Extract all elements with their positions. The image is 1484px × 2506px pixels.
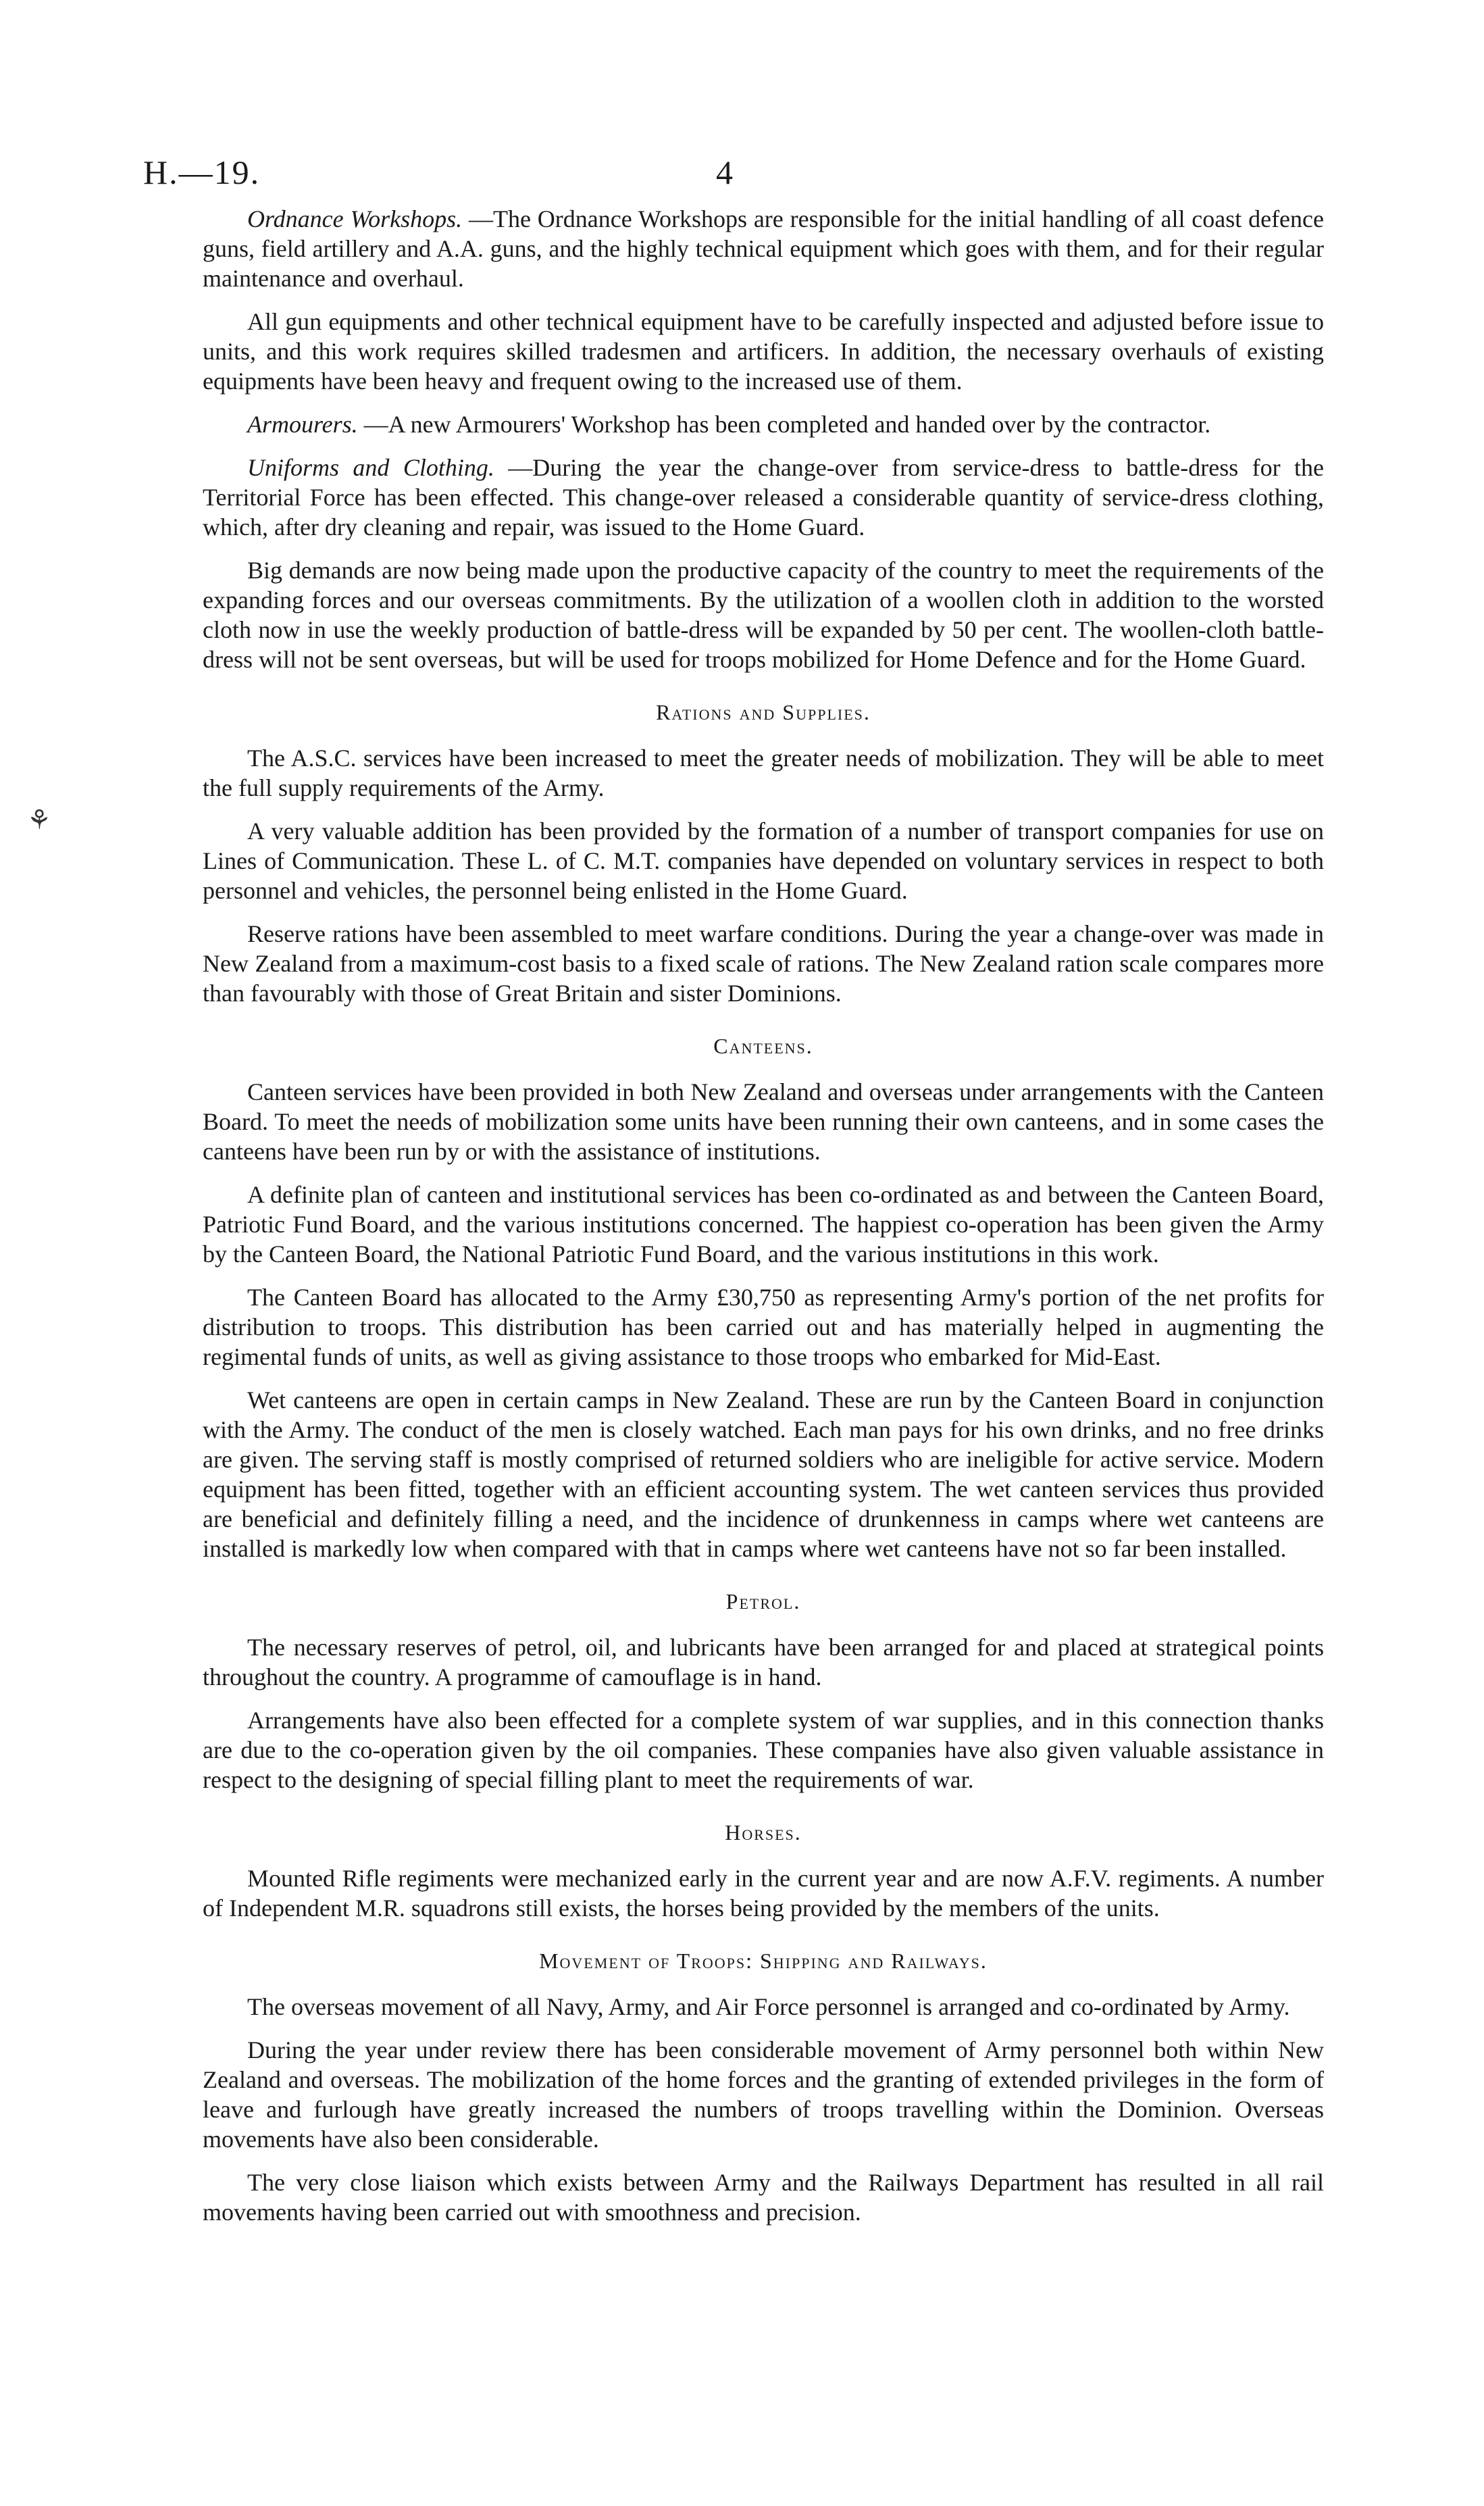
paragraph-text: The overseas movement of all Navy, Army, and Air Force personnel is arranged and co-ordinated by Army.	[247, 1993, 1290, 2020]
section-heading: Canteens.	[713, 1034, 813, 1058]
paragraph-lead: Uniforms and Clothing.	[247, 454, 494, 481]
paragraph-text: The A.S.C. services have been increased to meet the greater needs of mobilization. They will be able to meet the full supply requirements of the Army.	[203, 745, 1324, 801]
section-heading: Movement of Troops: Shipping and Railways.	[539, 1949, 988, 1973]
section-heading: Horses.	[725, 1820, 802, 1845]
margin-mark-icon: ⚘	[27, 805, 51, 835]
paragraph	[203, 816, 1324, 905]
paragraph-text: A very valuable addition has been provided by the formation of a number of transport companies for use on Lines of Communication. These L. of C. M.T. companies have depended on voluntary services in respect to both personnel and vehicles, the personnel being enlisted in the Home Guard.	[203, 818, 1324, 904]
paragraph-text: —The Ordnance Workshops are responsible for the initial handling of all coast defence guns, field artillery and A.A. guns, and the highly technical equipment which goes with them, and for their regular maintenance and overhaul.	[203, 205, 1324, 292]
paragraph	[203, 2167, 1324, 2227]
paragraph-text: —A new Armourers' Workshop has been completed and handed over by the contractor.	[357, 411, 1211, 438]
section-heading: Rations and Supplies.	[656, 700, 871, 724]
paragraph	[203, 307, 1324, 396]
paragraph	[203, 1705, 1324, 1795]
paragraph-lead: Armourers.	[247, 411, 358, 438]
paragraph	[203, 204, 1324, 293]
paragraph-text: Arrangements have also been effected for a complete system of war supplies, and in this connection thanks are due to the co-operation given by the oil companies. These companies have also given valuable assistance in respect to the designing of special filling plant to meet the requirements of war.	[203, 1707, 1324, 1793]
paragraph-text: The Canteen Board has allocated to the Army £30,750 as representing Army's portion of the net profits for distribution to troops. This distribution has been carried out and has materially helped in augmenting the regimental funds of units, as well as giving assistance to those troops who embarked for Mid-East.	[203, 1284, 1324, 1370]
paragraph-text: Mounted Rifle regiments were mechanized early in the current year and are now A.F.V. regiments. A number of Independent M.R. squadrons still exists, the horses being provided by the members of the units.	[203, 1865, 1324, 1922]
paragraph	[203, 1077, 1324, 1166]
paragraph	[203, 453, 1324, 542]
paragraph-text: Wet canteens are open in certain camps in New Zealand. These are run by the Canteen Board in conjunction with the Army. The conduct of the men is closely watched. Each man pays for his own drinks, and no free drinks are given. The serving staff is mostly comprised of returned soldiers who are ineligible for active service. Modern equipment has been fitted, together with an efficient accounting system. The wet canteen services thus provided are beneficial and definitely filling a need, and the incidence of drunkenness in camps where wet canteens are installed is markedly low when compared with that in camps where wet canteens have not so far been installed.	[203, 1386, 1324, 1562]
section-heading: Petrol.	[725, 1589, 801, 1613]
document-body	[203, 204, 1324, 2240]
paragraph	[203, 1282, 1324, 1372]
paragraph	[203, 1385, 1324, 1563]
paragraph	[203, 555, 1324, 674]
paragraph	[203, 743, 1324, 803]
paragraph-text: During the year under review there has been considerable movement of Army personnel both within New Zealand and overseas. The mobilization of the home forces and the granting of extended privileges in the form of leave and furlough have greatly increased the numbers of troops travelling within the Dominion. Overseas movements have also been considerable.	[203, 2036, 1324, 2153]
page-number: 4	[716, 153, 733, 191]
paragraph	[203, 919, 1324, 1008]
paragraph-text: All gun equipments and other technical equipment have to be carefully inspected and adjusted before issue to units, and this work requires skilled tradesmen and artificers. In addition, the necessary overhauls of existing equipments have been heavy and frequent owing to the increased use of them.	[203, 308, 1324, 395]
paragraph	[203, 1863, 1324, 1923]
paragraph	[203, 1632, 1324, 1692]
paragraph	[203, 1180, 1324, 1269]
paragraph-text: —During the year the change-over from service-dress to battle-dress for the Territorial Force has been effected. This change-over released a considerable quantity of service-dress clothing, which, after dry cleaning and repair, was issued to the Home Guard.	[203, 454, 1324, 541]
paragraph-text: The very close liaison which exists between Army and the Railways Department has resulted in all rail movements having been carried out with smoothness and precision.	[203, 2169, 1324, 2226]
paragraph-text: Canteen services have been provided in both New Zealand and overseas under arrangements with the Canteen Board. To meet the needs of mobilization some units have been running their own canteens, and in some cases the canteens have been run by or with the assistance of institutions.	[203, 1078, 1324, 1165]
paragraph-text: The necessary reserves of petrol, oil, and lubricants have been arranged for and placed at strategical points throughout the country. A programme of camouflage is in hand.	[203, 1634, 1324, 1690]
paragraph-text: A definite plan of canteen and institutional services has been co-ordinated as and between the Canteen Board, Patriotic Fund Board, and the various institutions concerned. The happiest co-operation has been given the Army by the Canteen Board, the National Patriotic Fund Board, and the various institutions in this work.	[203, 1181, 1324, 1268]
paragraph-text: Reserve rations have been assembled to meet warfare conditions. During the year a change-over was made in New Zealand from a maximum-cost basis to a fixed scale of rations. The New Zealand ration scale compares more than favourably with those of Great Britain and sister Dominions.	[203, 920, 1324, 1007]
paragraph-text: Big demands are now being made upon the productive capacity of the country to meet the requirements of the expanding forces and our overseas commitments. By the utilization of a woollen cloth in addition to the worsted cloth now in use the weekly production of battle-dress will be expanded by 50 per cent. The woollen-cloth battle-dress will not be sent overseas, but will be used for troops mobilized for Home Defence and for the Home Guard.	[203, 557, 1324, 673]
document-reference: H.—19.	[143, 153, 261, 191]
paragraph	[203, 409, 1324, 439]
paragraph-lead: Ordnance Workshops.	[247, 205, 463, 232]
paragraph	[203, 1992, 1324, 2022]
paragraph	[203, 2035, 1324, 2154]
